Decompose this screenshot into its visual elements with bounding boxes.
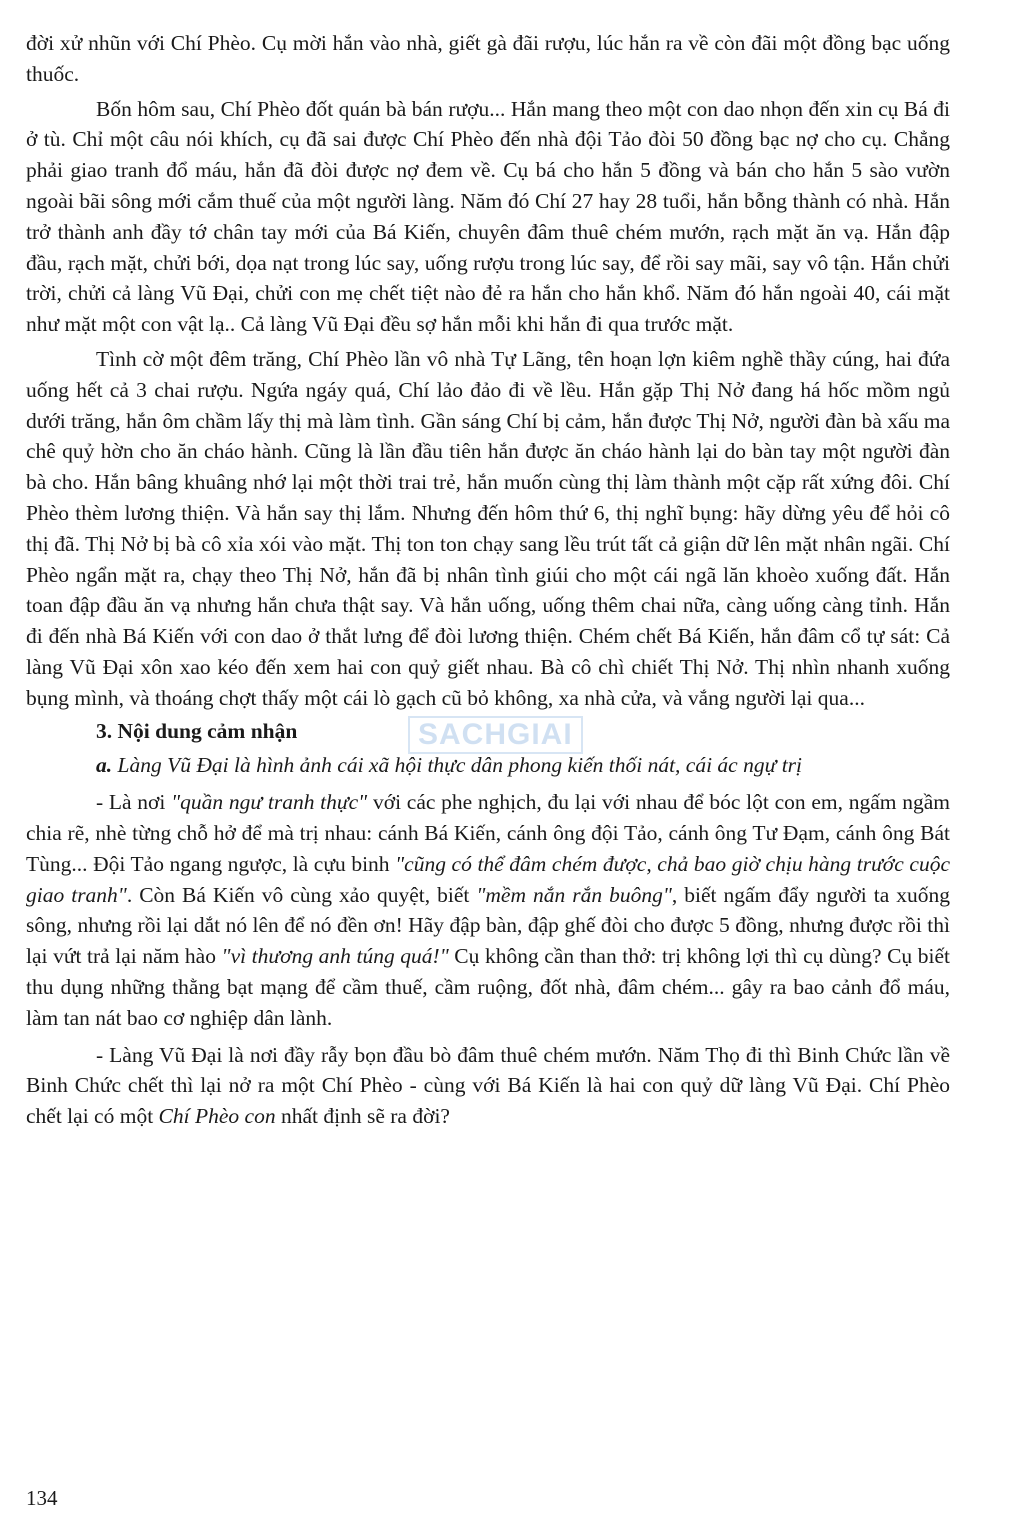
page-number: 134 — [26, 1486, 58, 1510]
subsection-heading — [26, 750, 950, 781]
subsection-label: a. — [96, 753, 113, 778]
paragraph-analysis-2 — [26, 1040, 950, 1132]
paragraph-analysis-1 — [26, 787, 950, 1033]
text-run: - Làng Vũ Đại là nơi đầy rẫy bọn đầu bò đâm thuê chém mướn. Năm Thọ đi thì Binh Chức lần về Binh Chức chết thì lại nở ra một Chí Phèo - cùng với Bá Kiến là hai con quỷ dữ làng Vũ Đại. Chí Phèo chết lại có một — [26, 1042, 950, 1129]
section-heading: 3. Nội dung cảm nhận — [96, 718, 298, 743]
italic-quote: "quần ngư tranh thực" — [171, 790, 368, 815]
paragraph-summary-part-2: Tình cờ một đêm trăng, Chí Phèo lần vô nhà Tự Lãng, tên hoạn lợn kiêm nghề thầy cúng, hai đứa uống hết cả 3 chai rượu. Ngứa ngáy quá, Chí lảo đảo đi về lều. Hắn gặp Thị Nở đang há hốc mồm ngủ dưới trăng, hắn ôm chầm lấy thị mà làm tình. Gần sáng Chí bị cảm, hắn được Thị Nở, người đàn bà xấu ma chê quỷ hờn cho ăn cháo hành. Cũng là lần đầu tiên hắn được ăn cháo hành lại do bàn tay một người đàn bà cho. Hắn bâng khuâng nhớ lại một thời trai trẻ, hắn muốn cùng thị làm thành một cặp rất xứng đôi. Chí Phèo thèm lương thiện. Và hắn say thị lắm. Nhưng đến hôm thứ 6, thị nghĩ bụng: hãy dừng yêu để hỏi cô thị đã. Thị Nở bị bà cô xỉa xói vào mặt. Thị ton ton chạy sang lều trút tất cả giận dữ lên mặt nhân ngãi. Chí Phèo ngẩn mặt ra, chạy theo Thị Nở, hắn đã bị nhân tình giúi cho một cái ngã lăn khoèo xuống đất. Hắn toan đập đầu ăn vạ nhưng hắn chưa thật say. Và hắn uống, uống thêm chai nữa, càng uống càng tỉnh. Hắn đi đến nhà Bá Kiến với con dao ở thắt lưng để đòi lương thiện. Chém chết Bá Kiến, hắn đâm cổ tự sát: Cả làng Vũ Đại xôn xao kéo đến xem hai con quỷ giết nhau. Bà cô chì chiết Thị Nở. Thị nhìn nhanh xuống bụng mình, và thoáng chợt thấy một cái lò gạch cũ bỏ không, xa nhà cửa, và vắng người lại qua... — [26, 346, 950, 710]
paragraph-continuation: đời xử nhũn với Chí Phèo. Cụ mời hắn vào nhà, giết gà đãi rượu, lúc hắn ra về còn đãi một đồng bạc uống thuốc. — [26, 31, 950, 86]
text-run: nhất định sẽ ra đời? — [275, 1104, 450, 1129]
text-run: Cụ không cần than thở: trị không lợi thì cụ dùng? Cụ biết thu dụng những thằng bạt mạng để cầm thuế, cầm ruộng, đốt nhà, đâm chém... gây ra bao cảnh đổ máu, làm tan nát bao cơ nghiệp dân lành. — [26, 944, 950, 1030]
subsection-title: Làng Vũ Đại là hình ảnh cái xã hội thực dân phong kiến thối nát, cái ác ngự trị — [117, 753, 803, 778]
paragraph-summary-part-1: Bốn hôm sau, Chí Phèo đốt quán bà bán rượu... Hắn mang theo một con dao nhọn đến xin cụ Bá đi ở tù. Chỉ một câu nói khích, cụ đã sai được Chí Phèo đến nhà đội Tảo đòi 50 đồng bạc nợ cho cụ. Chẳng phải giao tranh đổ máu, hắn đã đòi được nợ đem về. Cụ bá cho hắn 5 đồng và bán cho hắn 5 sào vườn ngoài bãi sông mới cắm thuế của một người làng. Năm đó Chí 27 hay 28 tuổi, hắn bỗng thành có nhà. Hắn trở thành anh đầy tớ chân tay mới của Bá Kiến, chuyên đâm thuê chém mướn, rạch mặt ăn vạ. Hắn đập đầu, rạch mặt, chửi bới, dọa nạt trong lúc say, uống rượu trong lúc say, để rồi say mãi, say vô tận. Hắn chửi trời, chửi cả làng Vũ Đại, chửi con mẹ chết tiệt nào đẻ ra hắn cho hắn khổ. Năm đó hắn ngoài 40, cái mặt như mặt một con vật lạ.. Cả làng Vũ Đại đều sợ hắn mỗi khi hắn đi qua trước mặt. — [26, 96, 950, 337]
italic-quote: "vì thương anh túng quá!" — [221, 944, 449, 969]
italic-emphasis: Chí Phèo con — [158, 1104, 276, 1129]
text-run: , biết ngấm đẩy người ta xuống sông, nhưng rồi lại dắt nó lên để nó đền ơn! Hãy đập bàn, đập ghế đòi cho được 5 đồng, nhưng được rồi thì lại vứt trả lại năm hào — [26, 882, 951, 969]
italic-quote: "cũng có thể đâm chém được, chả bao giờ chịu hàng trước cuộc giao tranh" — [26, 851, 950, 907]
text-run: - Là nơi — [96, 790, 172, 815]
body-text — [26, 28, 950, 1132]
text-run: . Còn Bá Kiến vô cùng xảo quyệt, biết — [126, 882, 477, 907]
italic-quote: "mềm nắn rắn buông" — [476, 882, 672, 907]
text-run: với các phe nghịch, đu lại với nhau để bóc lột con em, ngấm ngầm chia rẽ, nhè từng chỗ hở để mà trị nhau: cánh Bá Kiến, cánh ông đội Tảo, cánh ông Tư Đạm, cánh ông Bát Tùng... Đội Tảo ngang ngược, là cựu binh — [26, 790, 951, 876]
watermark-logo: SACHGIAI — [408, 716, 583, 754]
